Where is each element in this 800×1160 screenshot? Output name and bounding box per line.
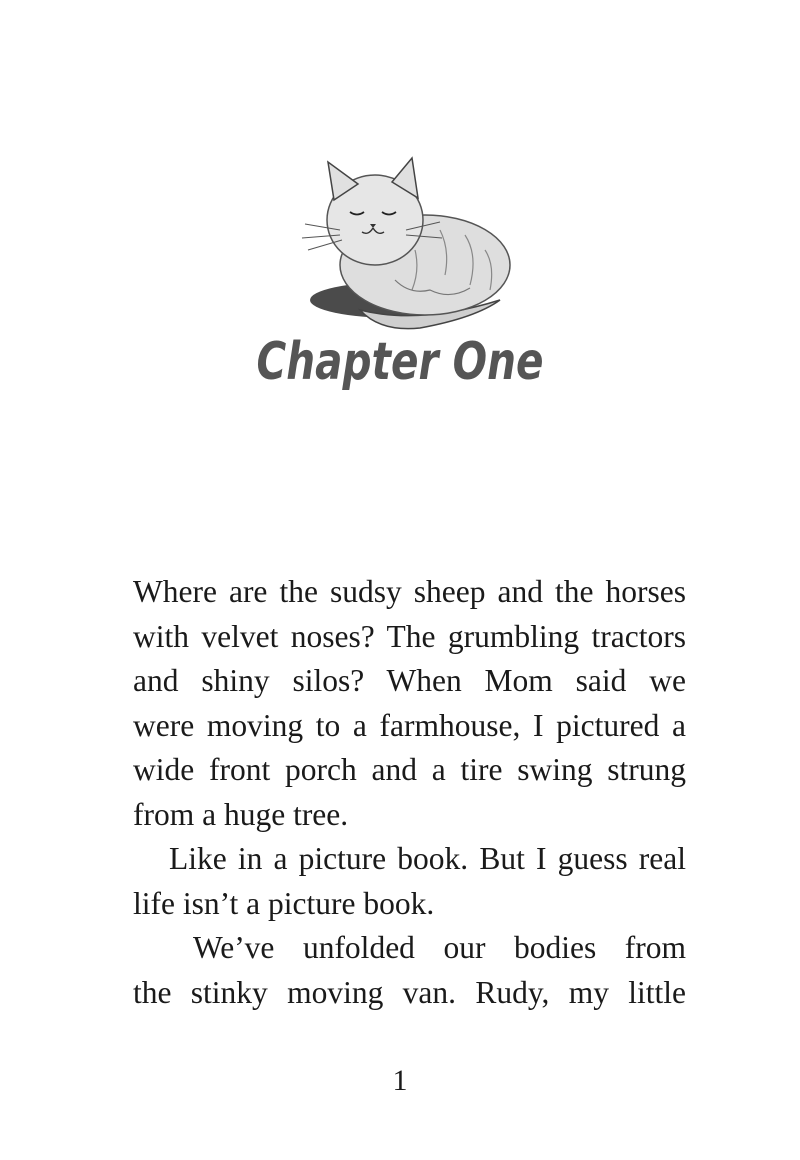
text-line: were moving to a farmhouse, I pictured a: [133, 707, 686, 743]
text-line: and shiny silos? When Mom said we: [133, 663, 686, 698]
paragraph: [133, 837, 686, 926]
sleeping-cat-illustration: [300, 150, 520, 340]
paragraph: [133, 926, 686, 1015]
chapter-title: Chapter One: [256, 332, 544, 392]
text-line: Like in a picture book. But I guess real: [169, 841, 686, 876]
text-line: Where are the sudsy sheep and the horses: [133, 574, 686, 609]
page-number: 1: [392, 1064, 408, 1097]
chapter-body-text: [133, 570, 686, 1015]
text-line: from a huge tree.: [133, 796, 349, 832]
text-line: with velvet noses? The grumbling tractors: [133, 618, 686, 654]
text-line: life isn’t a picture book.: [133, 885, 435, 921]
text-line: We’ve unfolded our bodies from: [193, 930, 686, 965]
text-line: the stinky moving van. Rudy, my little: [133, 974, 686, 1010]
cat-icon: [300, 150, 520, 340]
paragraph: [133, 570, 686, 837]
text-line: wide front porch and a tire swing strung: [133, 752, 686, 787]
